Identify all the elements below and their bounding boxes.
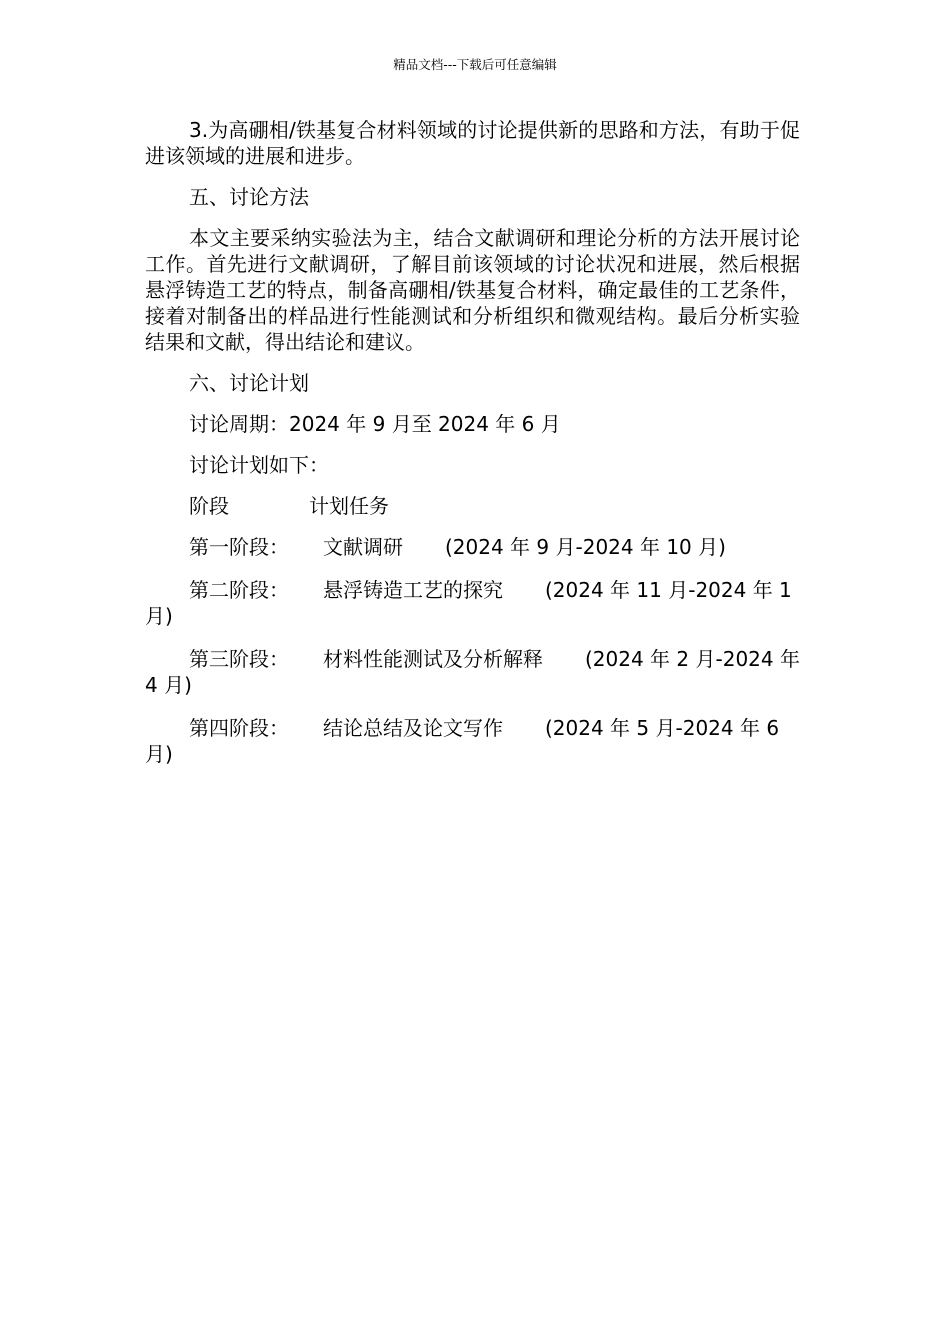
paragraph-significance-3: 3.为高硼相/铁基复合材料领域的讨论提供新的思路和方法，有助于促进该领域的进展和进步。 bbox=[145, 118, 800, 168]
research-period: 讨论周期：2024 年 9 月至 2024 年 6 月 bbox=[189, 412, 561, 436]
schedule-task: 结论总结及论文写作 bbox=[323, 716, 503, 740]
schedule-row bbox=[145, 646, 800, 698]
schedule-stage: 第一阶段： bbox=[189, 535, 289, 559]
schedule-stage: 第二阶段： bbox=[189, 578, 289, 602]
schedule-header-row bbox=[145, 493, 800, 519]
document-body bbox=[145, 117, 800, 784]
paragraph-methods: 本文主要采纳实验法为主，结合文献调研和理论分析的方法开展讨论工作。首先进行文献调研，了解目前该领域的讨论状况和进展，然后根据悬浮铸造工艺的特点，制备高硼相/铁基复合材料，确定最佳的工艺条件，接着对制备出的样品进行性能测试和分析组织和微观结构。最后分析实验结果和文献，得出结论和建议。 bbox=[145, 226, 800, 354]
schedule-row bbox=[145, 715, 800, 767]
schedule-stage: 第三阶段： bbox=[189, 647, 289, 671]
page-header: 精品文档---下载后可任意编辑 bbox=[393, 57, 557, 72]
schedule-task: 材料性能测试及分析解释 bbox=[323, 647, 543, 671]
section-heading-plan: 六、讨论计划 bbox=[189, 371, 309, 395]
schedule-header-stage: 阶段 bbox=[189, 494, 229, 518]
schedule-row bbox=[145, 577, 800, 629]
schedule-header-task: 计划任务 bbox=[309, 494, 389, 518]
schedule-time: (2024 年 2 月-2024 年 4 月) bbox=[145, 647, 800, 697]
schedule-task: 悬浮铸造工艺的探究 bbox=[323, 578, 503, 602]
plan-intro: 讨论计划如下： bbox=[189, 453, 329, 477]
schedule-time: (2024 年 9 月-2024 年 10 月) bbox=[445, 535, 726, 559]
schedule-time: (2024 年 11 月-2024 年 1 月) bbox=[145, 578, 792, 628]
schedule-time: (2024 年 5 月-2024 年 6 月) bbox=[145, 716, 780, 766]
schedule-task: 文献调研 bbox=[323, 535, 403, 559]
schedule-stage: 第四阶段： bbox=[189, 716, 289, 740]
schedule-row bbox=[145, 534, 800, 560]
section-heading-methods: 五、讨论方法 bbox=[189, 185, 309, 209]
